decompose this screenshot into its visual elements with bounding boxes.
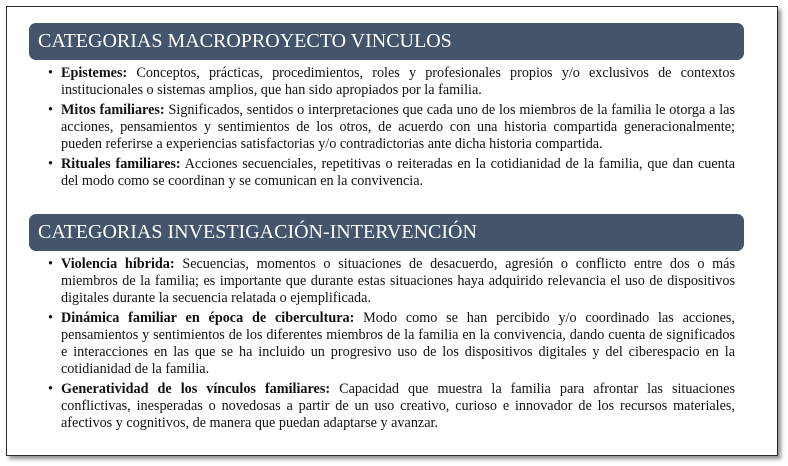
category-term: Dinámica familiar en época de cibercultura: [61, 310, 355, 326]
category-definition: Modo como se han percibido y/o coordinado las acciones, pensamientos y sentimientos de los diferentes miembros de la familia en la convivencia, dando cuenta de significados e interacciones en las que se ha incluido un progresivo uso de los dispositivos digitales y del ciberespacio en la cotidianidad de la familia. [61, 310, 735, 377]
bullet-icon: • [48, 381, 53, 397]
list-item [43, 102, 735, 153]
category-term: Generatividad de los vínculos familiares: [61, 381, 331, 397]
bullet-icon: • [48, 156, 53, 172]
list-item [43, 256, 735, 307]
category-term: Violencia híbrida: [61, 256, 175, 272]
category-definition: Significados, sentidos o interpretaciones que cada uno de los miembros de la familia le otorga a las acciones, pensamientos y sentimientos de los otros, de acuerdo con una historia compartida generacionalmente; pueden referirse a experiencias satisfactorias y/o contradictorias ante dicha historia compartida. [61, 102, 736, 152]
category-list-macroproyecto [43, 65, 735, 193]
category-definition: Conceptos, prácticas, procedimientos, roles y profesionales propios y/o exclusivos de contextos institucionales o sistemas amplios, que han sido apropiados por la familia. [61, 65, 735, 98]
bullet-icon: • [48, 65, 53, 81]
section-header-investigacion: CATEGORIAS INVESTIGACIÓN-INTERVENCIÓN [29, 214, 744, 251]
list-item [43, 156, 735, 190]
category-list-investigacion [43, 256, 735, 435]
category-term: Mitos familiares: [61, 102, 165, 118]
bullet-icon: • [48, 102, 53, 118]
list-item [43, 310, 735, 378]
category-definition: Capacidad que muestra la familia para afrontar las situaciones conflictivas, inesperadas o novedosas a partir de un uso creativo, curioso e innovador de los recursos materiales, afectivos y cognitivos, de manera que puedan adaptarse y avanzar. [61, 381, 735, 431]
section-header-macroproyecto: CATEGORIAS MACROPROYECTO VINCULOS [29, 23, 744, 60]
category-term: Rituales familiares: [61, 156, 181, 172]
list-item [43, 65, 735, 99]
list-item [43, 381, 735, 432]
bullet-icon: • [48, 256, 53, 272]
category-definition: Acciones secuenciales, repetitivas o reiteradas en la cotidianidad de la familia, que dan cuenta del modo como se coordinan y se comunican en la convivencia. [61, 156, 736, 189]
category-term: Epistemes: [61, 65, 128, 81]
category-definition: Secuencias, momentos o situaciones de desacuerdo, agresión o conflicto entre dos o más miembros de la familia; es importante que durante estas situaciones haya adquirido relevancia el uso de dispositivos digitales durante la secuencia relatada o ejemplificada. [61, 256, 735, 306]
bullet-icon: • [48, 310, 53, 326]
